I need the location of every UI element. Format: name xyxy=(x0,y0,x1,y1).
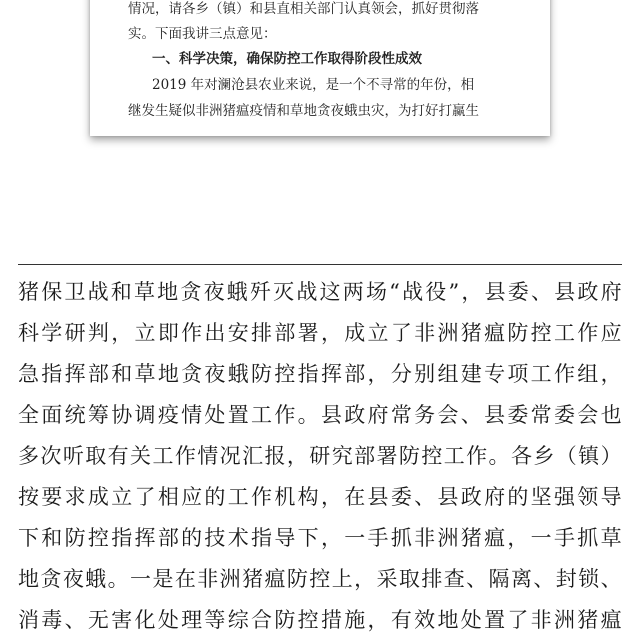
body-line: 全面统筹协调疫情处置工作。县政府常务会、县委常委会也 xyxy=(18,403,622,427)
preview-line: 继发生疑似非洲猪瘟疫情和草地贪夜蛾虫灾，为打好打赢生 xyxy=(128,103,479,119)
body-line: 多次听取有关工作情况汇报，研究部署防控工作。各乡（镇） xyxy=(18,444,622,468)
section-divider xyxy=(18,264,622,265)
document-body xyxy=(18,272,622,641)
preview-line: 情况，请各乡（镇）和县直相关部门认真领会，抓好贯彻落 xyxy=(128,1,479,17)
body-line: 急指挥部和草地贪夜蛾防控指挥部，分别组建专项工作组， xyxy=(18,362,622,386)
preview-line: 2019 年对澜沧县农业来说，是一个不寻常的年份，相 xyxy=(152,77,475,93)
body-line: 按要求成立了相应的工作机构，在县委、县政府的坚强领导 xyxy=(18,485,622,509)
document-page-preview xyxy=(90,0,550,136)
body-line: 地贪夜蛾。一是在非洲猪瘟防控上，采取排查、隔离、封锁、 xyxy=(18,567,622,591)
body-line: 下和防控指挥部的技术指导下，一手抓非洲猪瘟，一手抓草 xyxy=(18,526,622,550)
body-line: 科学研判，立即作出安排部署，成立了非洲猪瘟防控工作应 xyxy=(18,321,622,345)
body-line: 消毒、无害化处理等综合防控措施，有效地处置了非洲猪瘟 xyxy=(18,608,622,632)
preview-section-heading: 一、科学决策，确保防控工作取得阶段性成效 xyxy=(152,51,422,67)
preview-area xyxy=(0,0,640,152)
preview-line: 实。下面我讲三点意见： xyxy=(128,26,277,42)
body-line: 猪保卫战和草地贪夜蛾歼灭战这两场“战役”，县委、县政府 xyxy=(18,280,622,304)
